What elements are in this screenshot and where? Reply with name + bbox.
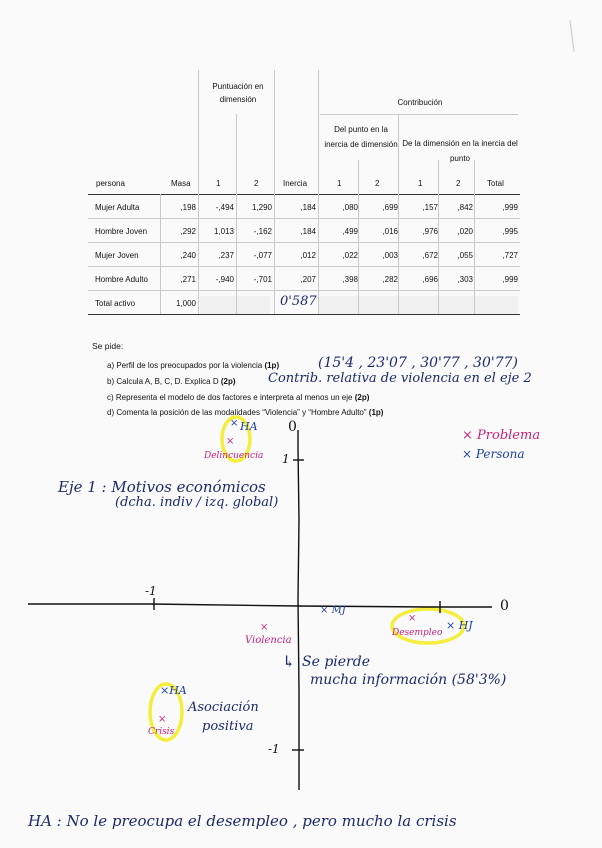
legend-persona: × Persona bbox=[462, 447, 525, 461]
cell: ,020 bbox=[457, 227, 473, 236]
cell: -,077 bbox=[253, 251, 272, 260]
point-crisis: Crisis bbox=[148, 727, 175, 737]
cell: ,499 bbox=[342, 227, 358, 236]
col-inercia: Inercia bbox=[283, 179, 308, 188]
col-masa: Masa bbox=[171, 179, 191, 188]
cell: ,080 bbox=[342, 203, 358, 212]
cell: ,198 bbox=[180, 203, 196, 212]
col-c2: 2 bbox=[375, 179, 380, 188]
question-c-points: (2p) bbox=[354, 393, 370, 402]
note-asoc-line1: Asociación bbox=[188, 700, 259, 715]
y-pos1-label: 1 bbox=[282, 452, 290, 466]
header-de-la-dimension: De la dimensión en la inercia del punto bbox=[402, 139, 518, 163]
question-a-text: a) Perfil de los preocupados por la violencia bbox=[107, 361, 263, 370]
y-axis bbox=[298, 430, 299, 790]
row-label: Hombre Adulto bbox=[95, 275, 148, 284]
cell: ,282 bbox=[382, 275, 398, 284]
note-pierde-arrow: ↳ bbox=[282, 652, 296, 671]
legend-problema: × Problema bbox=[462, 428, 541, 443]
question-b-note: Contrib. relativa de violencia en el eje 2 bbox=[268, 371, 532, 386]
col-total: Total bbox=[487, 179, 504, 188]
cell: ,999 bbox=[502, 275, 518, 284]
cell: ,672 bbox=[422, 251, 438, 260]
y-neg1-label: -1 bbox=[268, 742, 280, 756]
row-label: Mujer Adulta bbox=[95, 203, 140, 212]
question-a-points: (1p) bbox=[264, 361, 280, 370]
total-label: Total activo bbox=[95, 299, 136, 308]
x-neg1-label: -1 bbox=[145, 584, 157, 598]
point-hj: × HJ bbox=[446, 619, 473, 632]
cell: ,055 bbox=[457, 251, 473, 260]
point-mj-label: MJ bbox=[331, 605, 346, 616]
cell: ,696 bbox=[422, 275, 438, 284]
note-eje1-line1: Eje 1 : Motivos económicos bbox=[58, 478, 266, 496]
note-pierde-line2: mucha información (58'3%) bbox=[310, 672, 507, 688]
scribble bbox=[570, 20, 574, 52]
point-violencia-marker: × bbox=[260, 622, 269, 633]
cell: ,995 bbox=[502, 227, 518, 236]
total-inercia-handwritten: 0'587 bbox=[280, 294, 317, 309]
question-a-note: (15'4 , 23'07 , 30'77 , 30'77) bbox=[318, 355, 518, 371]
y-zero-label: 0 bbox=[288, 419, 297, 435]
point-desempleo-marker: × bbox=[408, 613, 417, 624]
row-label: Hombre Joven bbox=[95, 227, 148, 236]
note-footer: HA : No le preocupa el desempleo , pero mucho la crisis bbox=[28, 812, 457, 830]
point-ha-bottom-label: HA bbox=[169, 684, 187, 697]
question-b-text: b) Calcula A, B, C, D. Explica D bbox=[107, 377, 219, 386]
cell: ,398 bbox=[342, 275, 358, 284]
point-desempleo: Desempleo bbox=[392, 628, 443, 638]
questions-heading: Se pide: bbox=[92, 341, 124, 351]
note-asoc-line2: positiva bbox=[202, 719, 254, 734]
cell: 1,290 bbox=[251, 203, 272, 212]
col-c3: 1 bbox=[418, 179, 423, 188]
point-delincuencia-marker: × bbox=[226, 436, 235, 447]
cell: -,162 bbox=[253, 227, 272, 236]
cell: ,003 bbox=[382, 251, 398, 260]
cell: ,842 bbox=[457, 203, 473, 212]
cell: ,699 bbox=[382, 203, 398, 212]
cell: ,012 bbox=[300, 251, 316, 260]
cell: -,494 bbox=[215, 203, 234, 212]
cell: -,940 bbox=[215, 275, 234, 284]
point-mj: × MJ bbox=[320, 605, 346, 616]
header-del-punto: Del punto en la inercia de dimensión bbox=[324, 125, 398, 149]
row-label: Mujer Joven bbox=[95, 251, 139, 260]
question-b-points: (2p) bbox=[220, 377, 236, 386]
cell: ,157 bbox=[422, 203, 438, 212]
note-eje1-line2: (dcha. indiv / izq. global) bbox=[115, 495, 279, 510]
col-persona: persona bbox=[96, 179, 125, 188]
col-d2: 2 bbox=[254, 179, 259, 188]
col-c4: 2 bbox=[456, 179, 461, 188]
point-delincuencia: Delincuencia bbox=[204, 451, 264, 461]
cell: ,292 bbox=[180, 227, 196, 236]
point-violencia: Violencia bbox=[245, 635, 292, 646]
point-hj-label: HJ bbox=[458, 619, 473, 632]
cell: ,303 bbox=[457, 275, 473, 284]
header-puntuacion: Puntuación en dimensión bbox=[212, 82, 264, 104]
cell: ,184 bbox=[300, 203, 316, 212]
point-ha-top-marker: × bbox=[230, 418, 239, 429]
header-contribucion: Contribución bbox=[397, 98, 443, 107]
cell: ,999 bbox=[502, 203, 518, 212]
col-d1: 1 bbox=[216, 179, 221, 188]
cell: ,240 bbox=[180, 251, 196, 260]
question-d-points: (1p) bbox=[368, 408, 384, 417]
cell: ,727 bbox=[502, 251, 518, 260]
cell: ,271 bbox=[180, 275, 196, 284]
cell: ,184 bbox=[300, 227, 316, 236]
cell: 1,013 bbox=[213, 227, 234, 236]
cell: ,022 bbox=[342, 251, 358, 260]
question-d-text: d) Comenta la posición de las modalidades “Violencia” y “Hombre Adulto” bbox=[107, 408, 367, 417]
point-crisis-marker: × bbox=[158, 714, 167, 725]
question-c-text: c) Representa el modelo de dos factores e interpreta al menos un eje bbox=[107, 393, 353, 402]
total-masa: 1,000 bbox=[175, 299, 196, 308]
cell: ,976 bbox=[422, 227, 438, 236]
cell: ,207 bbox=[300, 275, 316, 284]
point-ha-top: HA bbox=[240, 420, 258, 433]
cell: ,016 bbox=[382, 227, 398, 236]
cell: -,701 bbox=[253, 275, 272, 284]
x-zero-label: 0 bbox=[500, 598, 509, 614]
note-pierde-line1: Se pierde bbox=[302, 654, 370, 670]
cell: ,237 bbox=[218, 251, 234, 260]
col-c1: 1 bbox=[337, 179, 342, 188]
x-axis bbox=[28, 604, 492, 607]
point-ha-bottom: ×HA bbox=[160, 684, 187, 697]
